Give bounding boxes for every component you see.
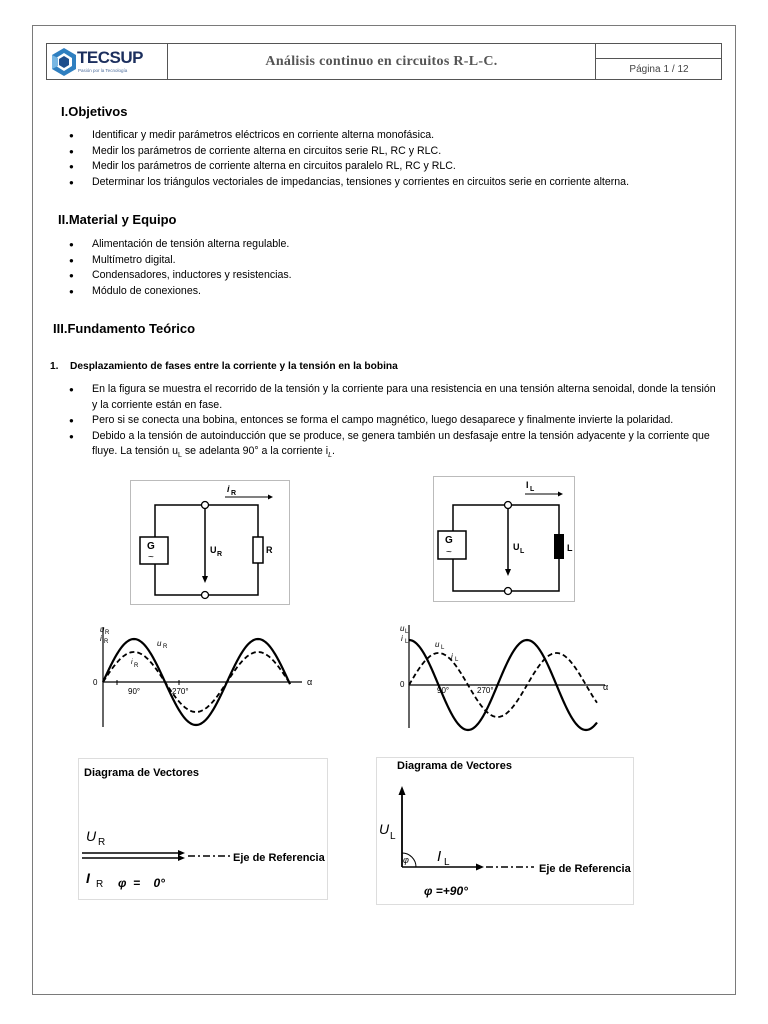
subsection-heading: 1. Desplazamiento de fases entre la corriente y la tensión en la bobina (50, 361, 398, 372)
svg-text:i: i (131, 659, 133, 666)
svg-text:R: R (266, 545, 273, 555)
logo-wordmark: TECSUP (77, 48, 143, 67)
list-item: ● Alimentación de tensión alterna regulable. (69, 237, 719, 253)
svg-text:φ =+90°: φ =+90° (424, 884, 468, 898)
svg-text:u: u (400, 624, 405, 633)
list-item: ● Condensadores, inductores y resistencias. (69, 268, 719, 284)
waveform-resistor-figure (90, 623, 320, 731)
svg-text:R: R (217, 551, 223, 558)
svg-text:L: L (455, 657, 459, 663)
svg-text:R: R (163, 644, 168, 650)
svg-text:I: I (437, 848, 442, 865)
tecsup-logo (47, 44, 168, 79)
list-item: ● En la figura se muestra el recorrido de la tensión y la corriente para una resistencia en una tensión alterna senoidal, donde la tensión y la corriente están en fase. (69, 382, 719, 413)
list-item: ● Multímetro digital. (69, 253, 719, 269)
svg-text:α: α (603, 682, 609, 692)
svg-text:i: i (227, 484, 230, 494)
section-fundamento-title: III.Fundamento Teórico (53, 321, 196, 336)
section-material-title: II.Material y Equipo (58, 212, 177, 227)
svg-text:u: u (100, 625, 105, 634)
circuit-resistor-figure (130, 480, 290, 605)
svg-text:φ = 0°: φ = 0° (118, 876, 165, 890)
svg-text:α: α (307, 677, 313, 687)
svg-text:I: I (86, 870, 90, 886)
vector-diagram-inductor (376, 757, 634, 905)
list-item: ● Debido a la tensión de autoinducción que se produce, se genera también un desfasaje entre la tensión adyacente y la corriente que fluye. La tensión $u_L$ se adelanta 90° a la corriente $i_L$. (69, 429, 719, 464)
svg-text:R: R (231, 490, 237, 497)
material-list (69, 237, 719, 299)
svg-text:L: L (520, 548, 525, 555)
svg-text:φ: φ (403, 855, 409, 865)
section-objetivos-title: I.Objetivos (61, 104, 128, 119)
svg-text:L: L (530, 486, 535, 493)
svg-text:270°: 270° (172, 687, 189, 696)
svg-text:U: U (210, 545, 217, 555)
svg-text:L: L (441, 645, 445, 651)
svg-text:270°: 270° (477, 686, 494, 695)
header-page-cell (596, 44, 722, 79)
waveform-inductor-figure (397, 620, 617, 732)
document-title: Análisis continuo en circuitos R-L-C. (265, 53, 498, 69)
svg-text:u: u (435, 640, 440, 649)
fundamento-list (69, 382, 719, 464)
list-item: ● Pero si se conecta una bobina, entonces se forma el campo magnético, luego desaparece y finalmente invierte la polaridad. (69, 413, 719, 429)
svg-text:R: R (105, 630, 110, 636)
svg-text:Diagrama de Vectores: Diagrama de Vectores (397, 760, 512, 772)
list-item: ● Medir los parámetros de corriente alterna en circuitos paralelo RL, RC y RLC. (69, 159, 719, 175)
svg-text:I: I (526, 480, 529, 490)
svg-text:0: 0 (93, 678, 98, 687)
list-item: ● Determinar los triángulos vectoriales de impedancias, tensiones y corrientes en circuitos serie en corriente alterna. (69, 175, 719, 191)
list-item: ● Medir los parámetros de corriente alterna en circuitos serie RL, RC y RLC. (69, 144, 719, 160)
circuit-inductor-figure (433, 476, 575, 602)
svg-text:L: L (405, 639, 409, 645)
header-title-cell (168, 44, 596, 79)
svg-text:~: ~ (148, 552, 154, 563)
svg-text:R: R (104, 639, 109, 645)
svg-text:~: ~ (446, 547, 452, 558)
inductor-symbol (554, 534, 564, 559)
svg-text:G: G (147, 541, 155, 552)
svg-text:90°: 90° (437, 686, 450, 695)
svg-text:U: U (86, 828, 97, 844)
svg-text:L: L (390, 831, 396, 842)
svg-text:Diagrama de Vectores: Diagrama de Vectores (84, 767, 199, 779)
document-header (46, 43, 722, 80)
svg-text:R: R (98, 837, 106, 848)
list-item: ● Módulo de conexiones. (69, 284, 719, 300)
svg-text:L: L (444, 857, 450, 868)
svg-text:u: u (157, 639, 162, 648)
vector-diagram-resistor (78, 758, 328, 900)
svg-text:i: i (451, 652, 453, 661)
svg-text:U: U (513, 542, 520, 552)
resistor-symbol (253, 537, 263, 563)
svg-text:U: U (379, 821, 390, 837)
objetivos-list (69, 128, 719, 190)
svg-text:i: i (100, 634, 102, 643)
svg-text:G: G (445, 535, 453, 546)
page-indicator: Página 1 / 12 (629, 63, 689, 75)
svg-text:R: R (134, 663, 139, 669)
svg-text:i: i (401, 634, 403, 643)
svg-text:L: L (567, 543, 573, 553)
svg-text:Eje de Referencia: Eje de Referencia (539, 863, 631, 875)
logo-hexagon-icon (51, 47, 79, 77)
svg-text:L: L (405, 629, 409, 635)
list-item: ● Identificar y medir parámetros eléctricos en corriente alterna monofásica. (69, 128, 719, 144)
svg-text:90°: 90° (128, 687, 141, 696)
svg-text:Eje de Referencia: Eje de Referencia (233, 852, 325, 864)
svg-text:R: R (96, 879, 104, 890)
logo-tagline: Pasión por la Tecnología (78, 68, 128, 73)
svg-text:0: 0 (400, 680, 405, 689)
